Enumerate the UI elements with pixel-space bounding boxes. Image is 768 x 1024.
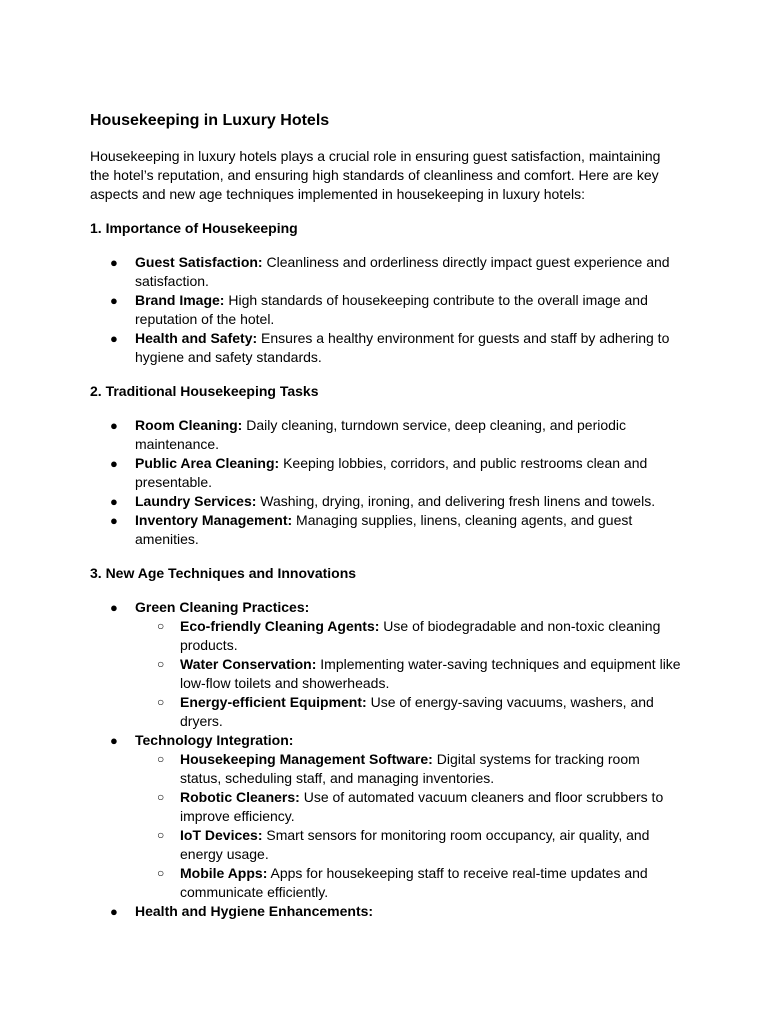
item-text: Ensures a healthy environment for guests and staff by adhering to hygiene and safety standards. <box>135 330 670 365</box>
bullet-icon: ● <box>110 494 118 509</box>
item-text: Managing supplies, linens, cleaning agents, and guest amenities. <box>135 512 633 547</box>
item-text: Use of energy-saving vacuums, washers, and dryers. <box>180 694 654 729</box>
bullet-icon: ● <box>110 513 118 528</box>
bullet-icon: ● <box>110 904 118 919</box>
group-term: Technology Integration: <box>135 732 294 748</box>
sub-bullet-icon: ○ <box>157 695 165 709</box>
item-text: Use of biodegradable and non-toxic cleaning products. <box>180 618 661 653</box>
item-text: Digital systems for tracking room status, scheduling staff, and managing inventories. <box>180 751 640 786</box>
sub-bullet-icon: ○ <box>157 866 165 880</box>
sub-list-item <box>135 826 682 864</box>
bullet-list <box>90 598 682 921</box>
sections-container <box>90 219 682 921</box>
sub-bullet-icon: ○ <box>157 752 165 766</box>
item-term: Inventory Management: <box>135 512 293 528</box>
bullet-icon: ● <box>110 331 118 346</box>
bullet-icon: ● <box>110 456 118 471</box>
list-group-item <box>90 902 682 921</box>
item-text: Cleanliness and orderliness directly impact guest experience and satisfaction. <box>135 254 670 289</box>
bullet-icon: ● <box>110 255 118 270</box>
bullet-icon: ● <box>110 418 118 433</box>
sub-list-item <box>135 617 682 655</box>
item-term: Health and Safety: <box>135 330 258 346</box>
list-item <box>90 329 682 367</box>
item-text: High standards of housekeeping contribute to the overall image and reputation of the hotel. <box>135 292 648 327</box>
item-text: Keeping lobbies, corridors, and public restrooms clean and presentable. <box>135 455 648 490</box>
section-heading: 1. Importance of Housekeeping <box>90 220 298 236</box>
bullet-list <box>90 253 682 367</box>
item-text: Smart sensors for monitoring room occupancy, air quality, and energy usage. <box>180 827 650 862</box>
sub-bullet-list <box>135 750 682 902</box>
list-group-item <box>90 731 682 902</box>
list-item <box>90 511 682 549</box>
bullet-list <box>90 416 682 549</box>
section-heading: 3. New Age Techniques and Innovations <box>90 565 357 581</box>
list-item <box>90 416 682 454</box>
sub-list-item <box>135 788 682 826</box>
item-term: Guest Satisfaction: <box>135 254 263 270</box>
list-group-item <box>90 598 682 731</box>
item-term: Room Cleaning: <box>135 417 243 433</box>
sub-bullet-icon: ○ <box>157 619 165 633</box>
item-term: Eco-friendly Cleaning Agents: <box>180 618 380 634</box>
item-term: Energy-efficient Equipment: <box>180 694 367 710</box>
item-text: Implementing water-saving techniques and equipment like low-flow toilets and showerheads. <box>180 656 681 691</box>
item-term: Robotic Cleaners: <box>180 789 300 805</box>
section-heading: 2. Traditional Housekeeping Tasks <box>90 383 319 399</box>
document-title: Housekeeping in Luxury Hotels <box>90 112 330 129</box>
item-term: IoT Devices: <box>180 827 263 843</box>
bullet-icon: ● <box>110 600 118 615</box>
document-content <box>90 110 682 936</box>
group-term: Green Cleaning Practices: <box>135 599 310 615</box>
sub-bullet-icon: ○ <box>157 657 165 671</box>
item-text: Apps for housekeeping staff to receive real-time updates and communicate efficiently. <box>180 865 648 900</box>
item-term: Laundry Services: <box>135 493 257 509</box>
list-item <box>90 291 682 329</box>
sub-bullet-icon: ○ <box>157 790 165 804</box>
item-term: Brand Image: <box>135 292 225 308</box>
item-text: Washing, drying, ironing, and delivering fresh linens and towels. <box>256 493 656 509</box>
group-term: Health and Hygiene Enhancements: <box>135 903 374 919</box>
list-item <box>90 253 682 291</box>
bullet-icon: ● <box>110 293 118 308</box>
item-term: Water Conservation: <box>180 656 317 672</box>
sub-list-item <box>135 864 682 902</box>
list-item <box>90 492 682 511</box>
item-text: Use of automated vacuum cleaners and floor scrubbers to improve efficiency. <box>180 789 664 824</box>
list-item <box>90 454 682 492</box>
sub-list-item <box>135 750 682 788</box>
sub-bullet-list <box>135 617 682 731</box>
sub-list-item <box>135 655 682 693</box>
sub-bullet-icon: ○ <box>157 828 165 842</box>
bullet-icon: ● <box>110 733 118 748</box>
sub-list-item <box>135 693 682 731</box>
item-text: Daily cleaning, turndown service, deep cleaning, and periodic maintenance. <box>135 417 627 452</box>
item-term: Mobile Apps: <box>180 865 268 881</box>
intro-paragraph: Housekeeping in luxury hotels plays a crucial role in ensuring guest satisfaction, maintaining the hotel’s reputation, and ensuring high standards of cleanliness and comfort. Here are key aspects and new age techniques implemented in housekeeping in luxury hotels: <box>90 148 661 202</box>
item-term: Housekeeping Management Software: <box>180 751 433 767</box>
item-term: Public Area Cleaning: <box>135 455 280 471</box>
